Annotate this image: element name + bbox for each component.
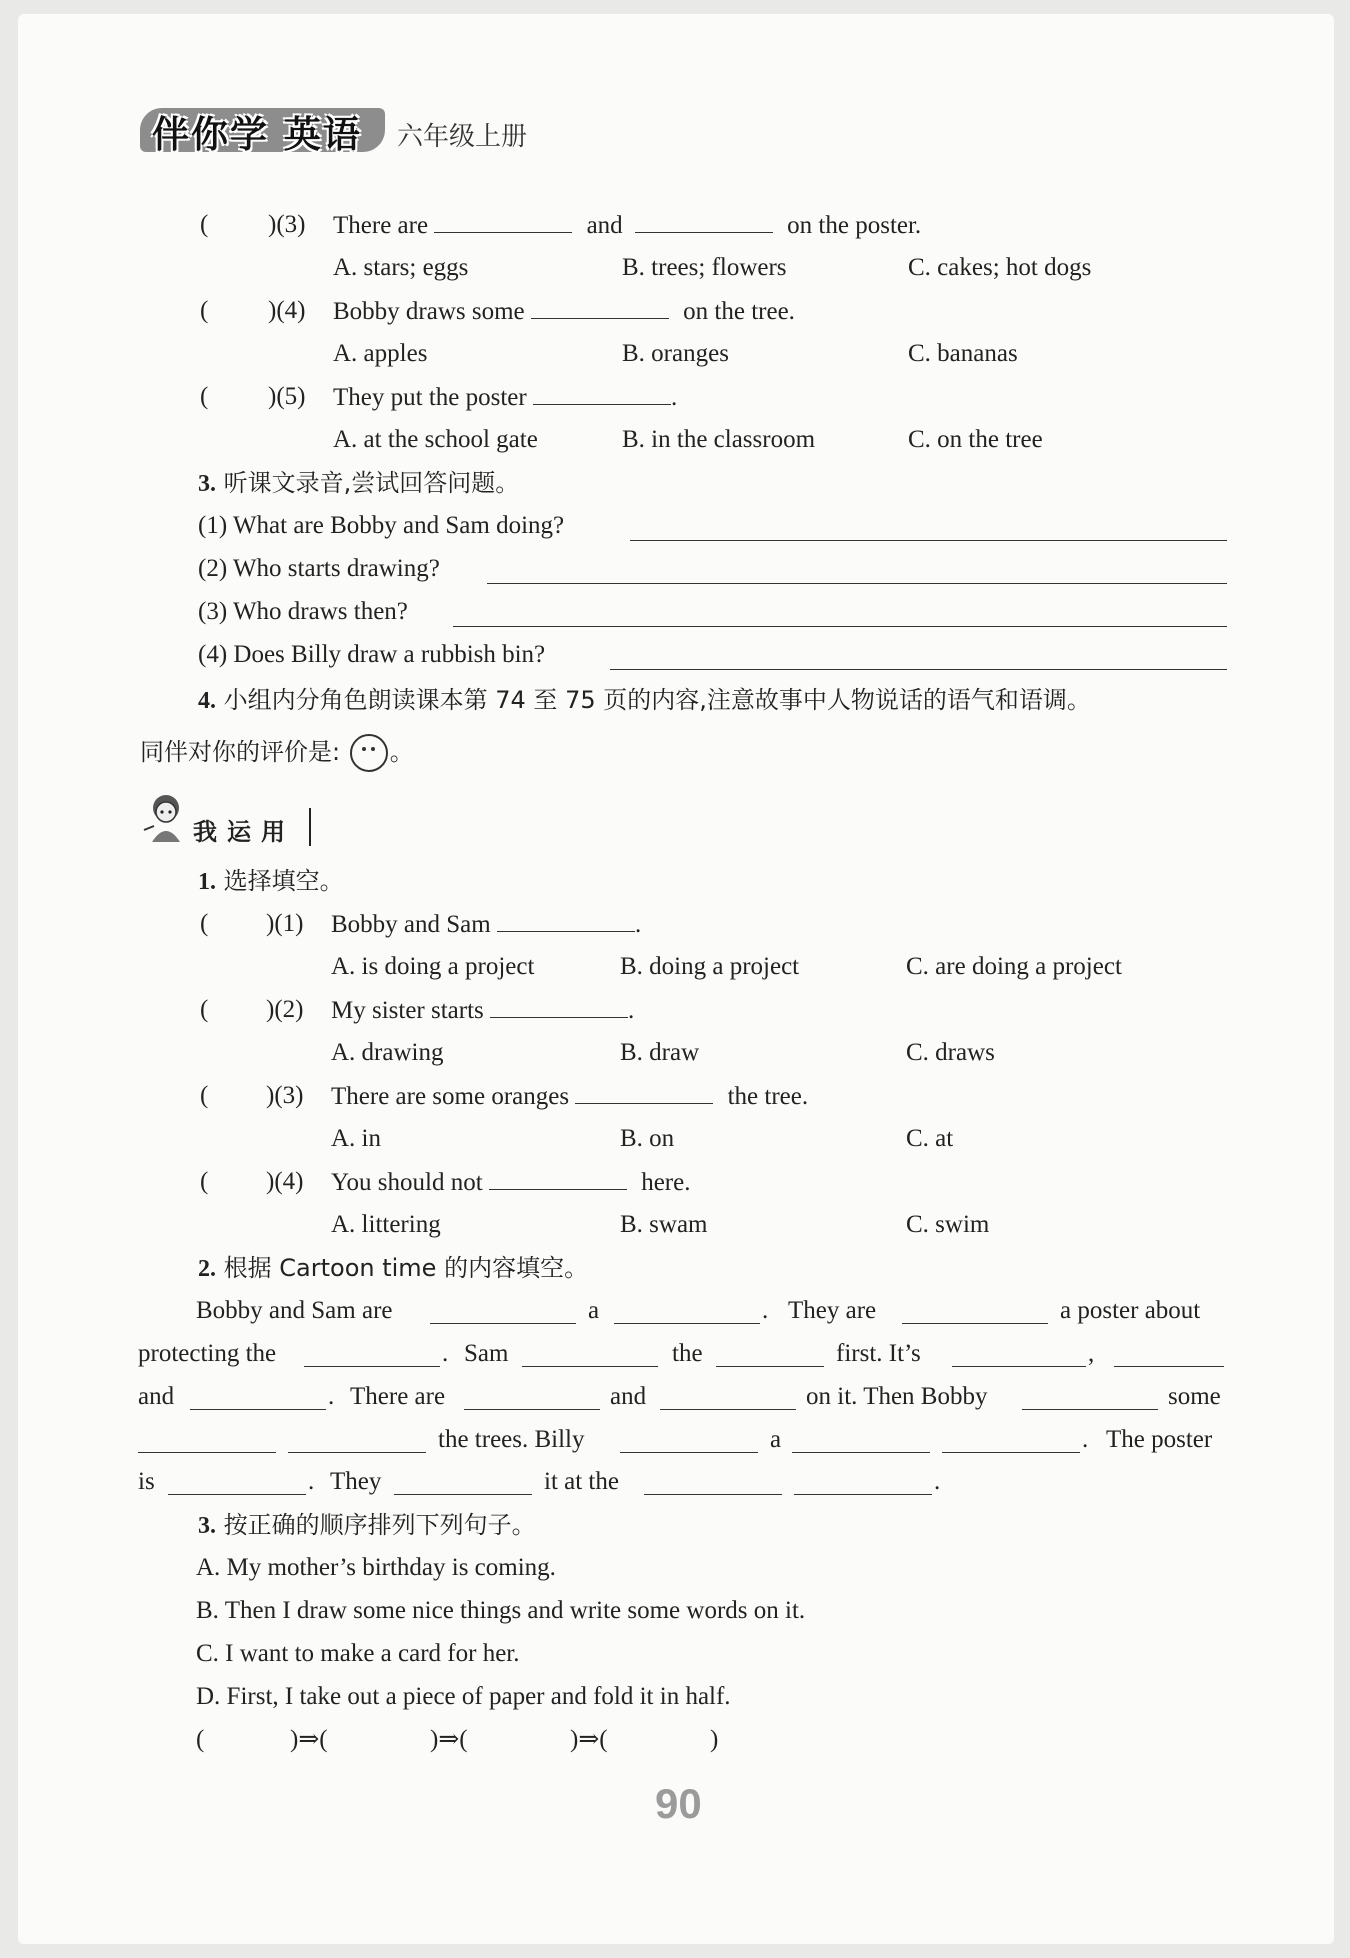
order-arrow[interactable]: )⇒( (430, 1726, 468, 1753)
exercise-heading: 2. 根据 Cartoon time 的内容填空。 (198, 1254, 589, 1282)
fill-blank[interactable] (464, 1409, 600, 1410)
option-c[interactable]: C. draws (906, 1039, 995, 1066)
fill-blank[interactable] (489, 1167, 627, 1190)
question-stem: There are and on the poster. (333, 212, 922, 239)
order-sentence: A. My mother’s birthday is coming. (196, 1554, 556, 1581)
option-b[interactable]: B. trees; flowers (622, 254, 787, 281)
passage-text: . (762, 1297, 769, 1324)
answer-line[interactable] (453, 626, 1227, 627)
exercise-heading: 3. 按正确的顺序排列下列句子。 (198, 1511, 536, 1539)
passage-text: . (308, 1468, 315, 1495)
passage-text: is (138, 1468, 155, 1495)
option-b[interactable]: B. oranges (622, 340, 729, 367)
fill-blank[interactable] (942, 1452, 1080, 1453)
fill-blank[interactable] (434, 210, 572, 233)
passage-text: They are (788, 1297, 877, 1324)
passage-text: . (1082, 1426, 1089, 1453)
answer-line[interactable] (630, 540, 1227, 541)
question-number: )(3) (268, 211, 306, 238)
fill-blank[interactable] (497, 909, 635, 932)
question-number: )(1) (266, 910, 304, 937)
option-c[interactable]: C. are doing a project (906, 953, 1122, 980)
fill-blank[interactable] (533, 382, 671, 405)
option-a[interactable]: A. stars; eggs (333, 254, 469, 281)
option-a[interactable]: A. littering (331, 1211, 441, 1238)
listen-question: (1) What are Bobby and Sam doing? (198, 512, 565, 539)
fill-blank[interactable] (716, 1366, 824, 1367)
answer-paren-open[interactable]: ( (200, 297, 209, 324)
fill-blank[interactable] (168, 1494, 306, 1495)
fill-blank[interactable] (490, 995, 628, 1018)
answer-line[interactable] (610, 669, 1227, 670)
fill-blank[interactable] (1114, 1366, 1224, 1367)
fill-blank[interactable] (304, 1366, 440, 1367)
answer-line[interactable] (487, 583, 1227, 584)
passage-text: Sam (464, 1340, 509, 1367)
fill-blank[interactable] (394, 1494, 532, 1495)
answer-paren-open[interactable]: ( (200, 211, 209, 238)
option-a[interactable]: A. at the school gate (333, 426, 538, 453)
passage-text: The poster (1106, 1426, 1213, 1453)
fill-blank[interactable] (522, 1366, 658, 1367)
question-number: )(4) (266, 1168, 304, 1195)
exercise-heading: 1. 选择填空。 (198, 867, 344, 895)
option-c[interactable]: C. on the tree (908, 426, 1043, 453)
order-sentence: D. First, I take out a piece of paper and fold it in half. (196, 1683, 731, 1710)
order-sentence: B. Then I draw some nice things and write some words on it. (196, 1597, 806, 1624)
passage-text: the (672, 1340, 703, 1367)
answer-paren-open[interactable]: ( (200, 996, 209, 1023)
fill-blank[interactable] (902, 1323, 1048, 1324)
question-number: )(3) (266, 1082, 304, 1109)
option-a[interactable]: A. apples (333, 340, 428, 367)
fill-blank[interactable] (952, 1366, 1086, 1367)
section-divider (309, 808, 311, 846)
question-number: )(2) (266, 996, 304, 1023)
passage-text: Bobby and Sam are (196, 1297, 393, 1324)
passage-text: protecting the (138, 1340, 277, 1367)
question-stem: They put the poster . (333, 384, 678, 411)
passage-text: . (328, 1383, 335, 1410)
passage-text: They (330, 1468, 382, 1495)
exercise-heading: 3. 听课文录音,尝试回答问题。 (198, 469, 520, 497)
peer-evaluation: 同伴对你的评价是: 。 (140, 734, 414, 772)
fill-blank[interactable] (635, 210, 773, 233)
answer-paren-open[interactable]: ( (200, 1168, 209, 1195)
answer-paren-open[interactable]: ( (196, 1726, 205, 1753)
fill-blank[interactable] (430, 1323, 576, 1324)
fill-blank[interactable] (575, 1081, 713, 1104)
question-stem: Bobby draws some on the tree. (333, 298, 795, 325)
fill-blank[interactable] (138, 1452, 276, 1453)
fill-blank[interactable] (288, 1452, 426, 1453)
option-b[interactable]: B. in the classroom (622, 426, 816, 453)
fill-blank[interactable] (792, 1452, 930, 1453)
order-arrow[interactable]: )⇒( (570, 1726, 608, 1753)
exercise-heading: 4. 小组内分角色朗读课本第 74 至 75 页的内容,注意故事中人物说话的语气和语调。 (198, 686, 1091, 714)
option-c[interactable]: C. at (906, 1125, 954, 1152)
passage-text: it at the (544, 1468, 619, 1495)
option-b[interactable]: B. swam (620, 1211, 708, 1238)
question-stem: My sister starts . (331, 997, 635, 1024)
brand-title: 伴你学 英语 (152, 113, 362, 156)
option-a[interactable]: A. drawing (331, 1039, 444, 1066)
passage-text: and (138, 1383, 175, 1410)
option-c[interactable]: C. cakes; hot dogs (908, 254, 1092, 281)
grade-label: 六年级上册 (397, 122, 528, 152)
question-stem: You should not here. (331, 1169, 691, 1196)
fill-blank[interactable] (614, 1323, 760, 1324)
fill-blank[interactable] (620, 1452, 758, 1453)
passage-text: There are (350, 1383, 446, 1410)
passage-text: . (934, 1468, 941, 1495)
answer-paren-open[interactable]: ( (200, 910, 209, 937)
option-b[interactable]: B. on (620, 1125, 675, 1152)
question-stem: There are some oranges the tree. (331, 1083, 809, 1110)
option-c[interactable]: C. swim (906, 1211, 990, 1238)
option-b[interactable]: B. draw (620, 1039, 700, 1066)
option-a[interactable]: A. is doing a project (331, 953, 535, 980)
fill-blank[interactable] (531, 296, 669, 319)
answer-paren-open[interactable]: ( (200, 1082, 209, 1109)
passage-text: and (610, 1383, 647, 1410)
passage-text: a (770, 1426, 782, 1453)
smiley-face-icon[interactable] (350, 734, 388, 772)
passage-text: , (1088, 1340, 1095, 1367)
option-c[interactable]: C. bananas (908, 340, 1018, 367)
order-sentence: C. I want to make a card for her. (196, 1640, 520, 1667)
passage-text: a poster about (1060, 1297, 1201, 1324)
page-number: 90 (655, 1780, 702, 1827)
question-stem: Bobby and Sam . (331, 911, 642, 938)
listen-question: (2) Who starts drawing? (198, 555, 440, 582)
answer-paren-open[interactable]: ( (200, 383, 209, 410)
option-b[interactable]: B. doing a project (620, 953, 800, 980)
question-number: )(4) (268, 297, 306, 324)
girl-mascot-icon (140, 790, 192, 846)
fill-blank[interactable] (1022, 1409, 1158, 1410)
listen-question: (3) Who draws then? (198, 598, 408, 625)
passage-text: the trees. Billy (438, 1426, 585, 1453)
passage-text: first. It’s (836, 1340, 921, 1367)
passage-text: a (588, 1297, 600, 1324)
fill-blank[interactable] (190, 1409, 326, 1410)
fill-blank[interactable] (794, 1494, 932, 1495)
passage-text: . (442, 1340, 449, 1367)
fill-blank[interactable] (644, 1494, 782, 1495)
passage-text: on it. Then Bobby (806, 1383, 988, 1410)
answer-paren-close[interactable]: ) (710, 1726, 719, 1753)
option-a[interactable]: A. in (331, 1125, 381, 1152)
passage-text: some (1168, 1383, 1221, 1410)
listen-question: (4) Does Billy draw a rubbish bin? (198, 641, 546, 668)
fill-blank[interactable] (660, 1409, 796, 1410)
section-title: 我运用 (193, 818, 295, 846)
order-arrow[interactable]: )⇒( (290, 1726, 328, 1753)
question-number: )(5) (268, 383, 306, 410)
